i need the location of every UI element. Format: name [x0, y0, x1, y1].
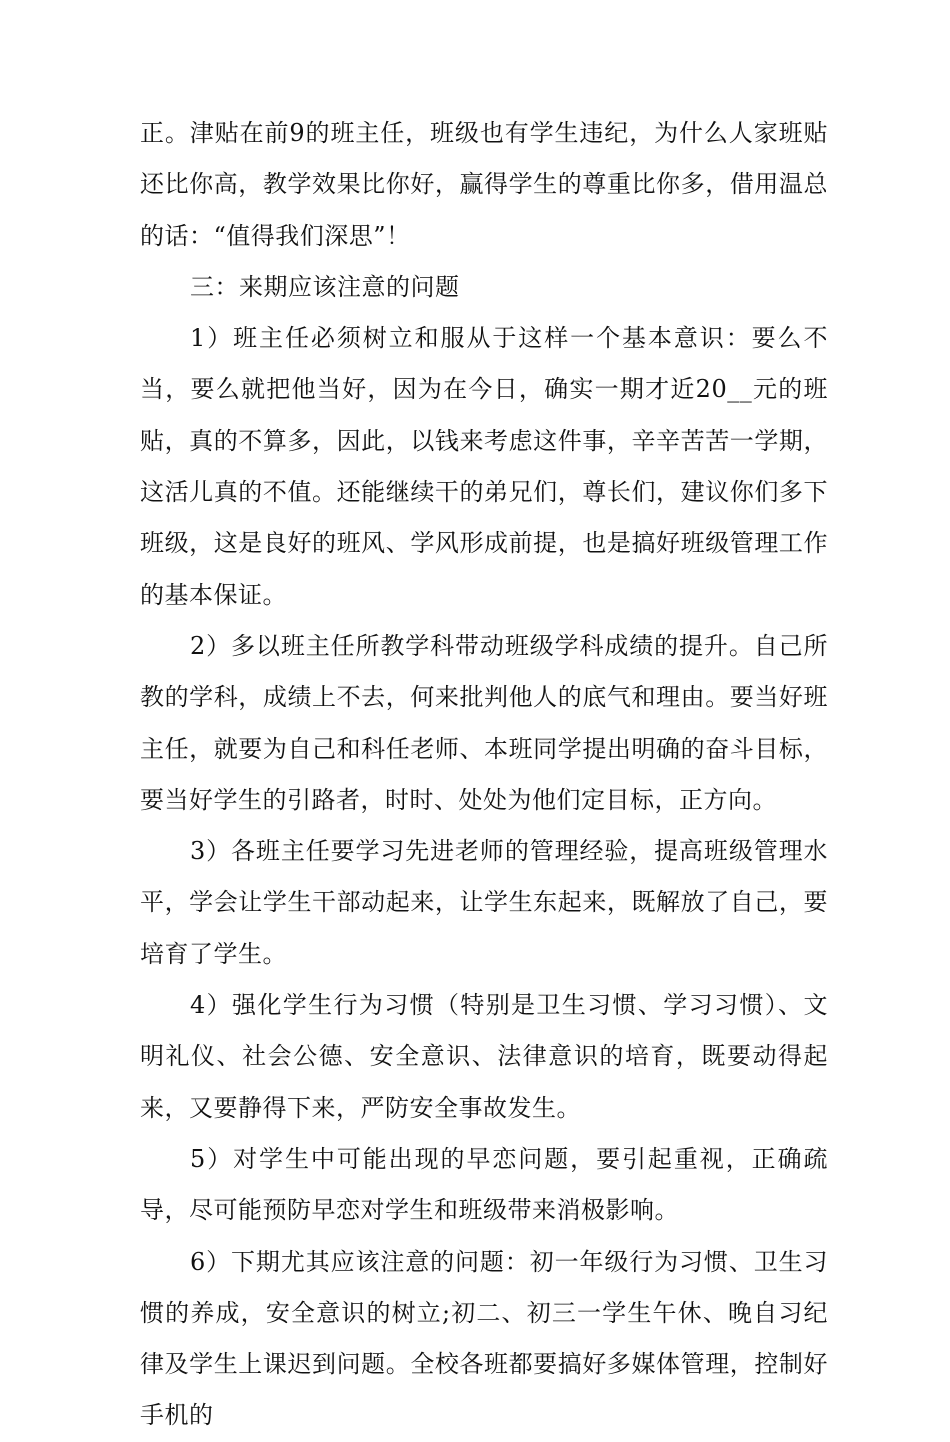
paragraph-item-1: 1）班主任必须树立和服从于这样一个基本意识：要么不当，要么就把他当好，因为在今日，确实一期才近20__元的班贴，真的不算多，因此，以钱来考虑这件事，辛辛苦苦一学期，这活儿真的不值。还能继续干的弟兄们，尊长们，建议你们多下班级，这是良好的班风、学风形成前提，也是搞好班级管理工作的基本保证。: [140, 324, 828, 609]
paragraph-item-4: 4）强化学生行为习惯（特别是卫生习惯、学习习惯）、文明礼仪、社会公德、安全意识、法律意识的培育，既要动得起来，又要静得下来，严防安全事故发生。: [140, 991, 828, 1122]
document-page: [140, 108, 828, 1442]
paragraph-item-6: 6）下期尤其应该注意的问题：初一年级行为习惯、卫生习惯的养成，安全意识的树立;初二、初三一学生午休、晚自习纪律及学生上课迟到问题。全校各班都要搞好多媒体管理，控制好手机的: [140, 1247, 828, 1430]
paragraph-item-3: 3）各班主任要学习先进老师的管理经验，提高班级管理水平，学会让学生干部动起来，让学生东起来，既解放了自己，要培育了学生。: [140, 837, 828, 968]
section-heading: 三：来期应该注意的问题: [190, 272, 460, 301]
paragraph-item-2: 2）多以班主任所教学科带动班级学科成绩的提升。自己所教的学科，成绩上不去，何来批判他人的底气和理由。要当好班主任，就要为自己和科任老师、本班同学提出明确的奋斗目标，要当好学生的引路者，时时、处处为他们定目标，正方向。: [140, 631, 828, 814]
paragraph-item-5: 5）对学生中可能出现的早恋问题，要引起重视，正确疏导，尽可能预防早恋对学生和班级带来消极影响。: [140, 1144, 828, 1225]
paragraph-continuation: 正。津贴在前9的班主任，班级也有学生违纪，为什么人家班贴还比你高，教学效果比你好，赢得学生的尊重比你多，借用温总的话：“值得我们深思”！: [140, 119, 828, 250]
